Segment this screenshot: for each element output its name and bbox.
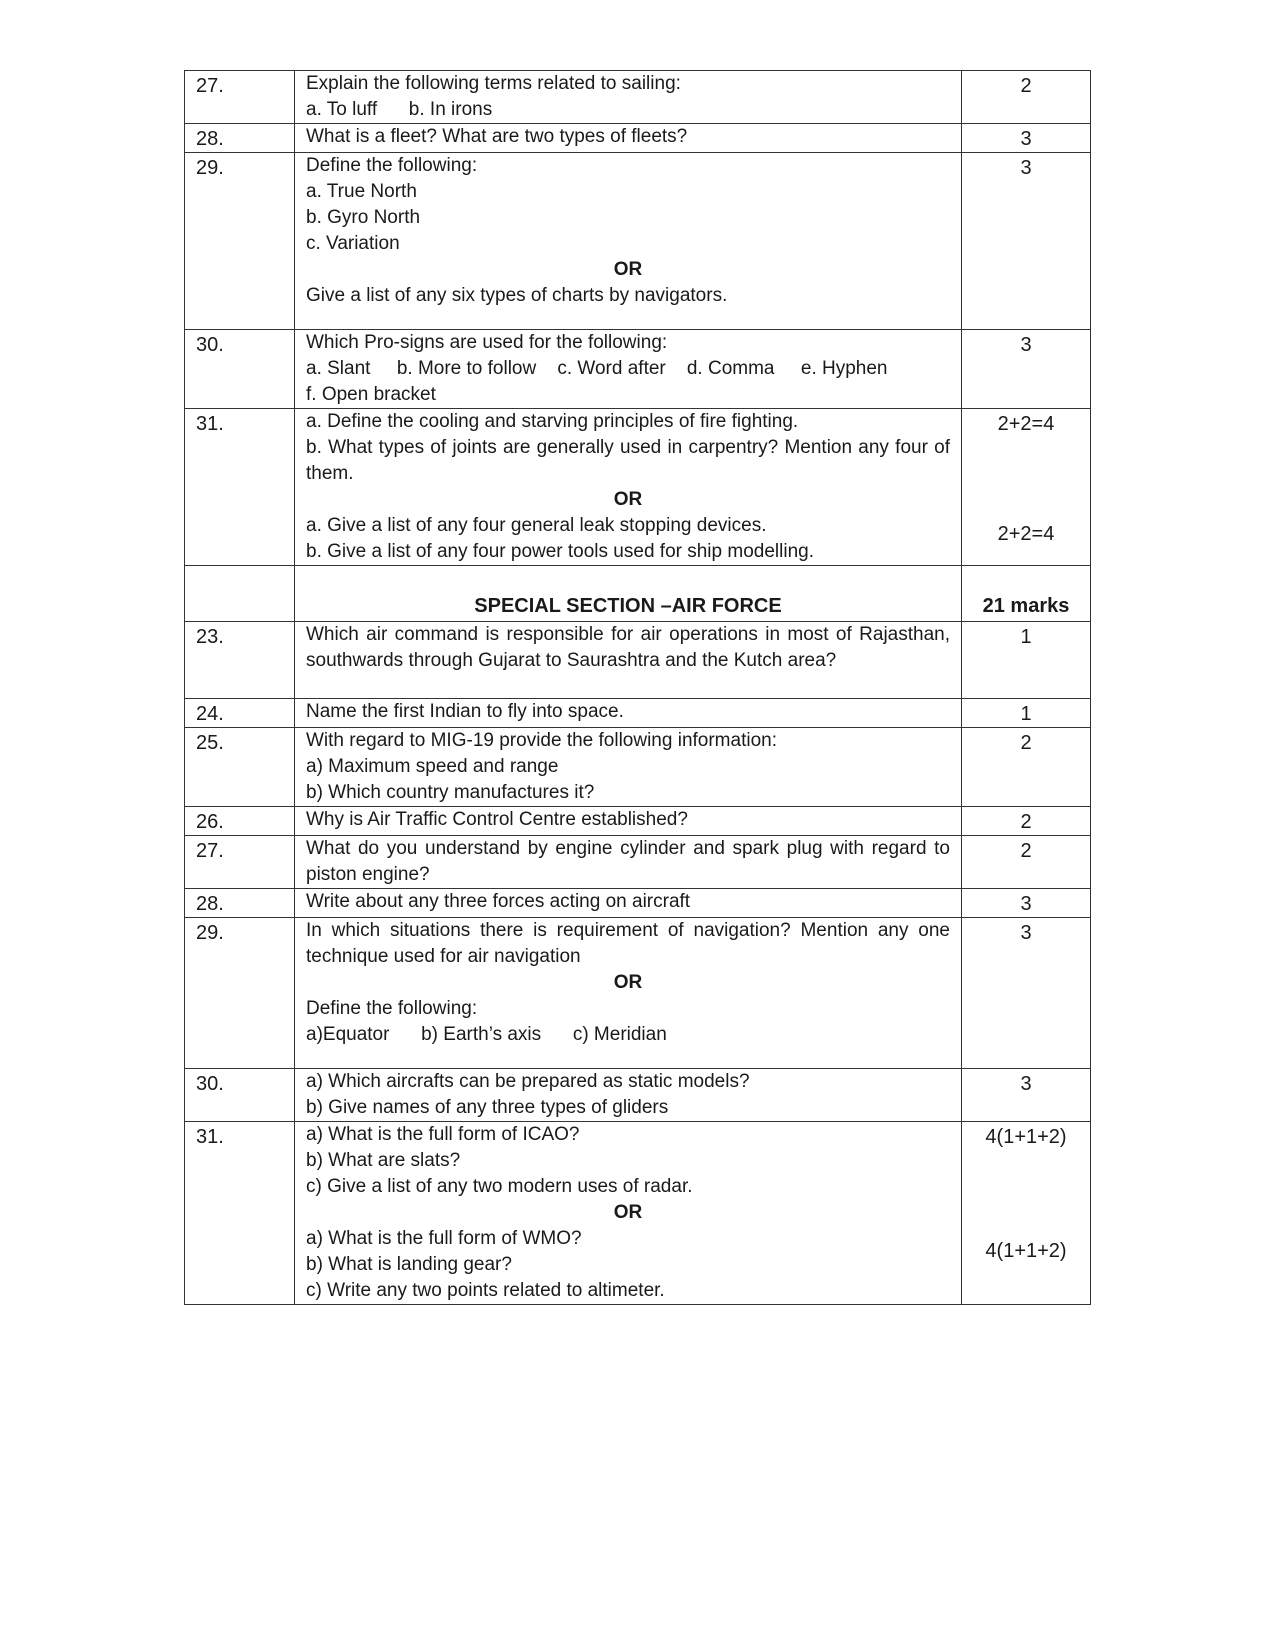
question-number: 29. — [185, 918, 295, 1069]
or-label: OR — [613, 489, 643, 510]
question-number: 28. — [185, 889, 295, 918]
question-number: 24. — [185, 699, 295, 728]
question-text: a) Which aircrafts can be prepared as static models? b) Give names of any three types of gliders — [295, 1069, 962, 1122]
section-header-row — [185, 566, 1091, 622]
table-row — [185, 807, 1091, 836]
question-text: What is a fleet? What are two types of fleets? — [295, 124, 962, 153]
marks: 2+2=4 2+2=4 — [962, 409, 1091, 566]
marks: 3 — [962, 124, 1091, 153]
marks: 1 — [962, 622, 1091, 699]
question-text: Name the first Indian to fly into space. — [295, 699, 962, 728]
table-row — [185, 836, 1091, 889]
table-row — [185, 889, 1091, 918]
question-text: Explain the following terms related to sailing: a. To luff b. In irons — [295, 71, 962, 124]
table-row — [185, 728, 1091, 807]
marks: 1 — [962, 699, 1091, 728]
marks: 2 — [962, 807, 1091, 836]
question-number: 31. — [185, 409, 295, 566]
question-text: What do you understand by engine cylinder and spark plug with regard to piston engine? — [295, 836, 962, 889]
table-row — [185, 153, 1091, 330]
or-label: OR — [613, 259, 643, 280]
marks: 3 — [962, 153, 1091, 330]
marks: 3 — [962, 330, 1091, 409]
question-text: Define the following: a. True North b. Gyro North c. Variation OR Give a list of any six types of charts by navigators. — [295, 153, 962, 330]
marks: 3 — [962, 918, 1091, 1069]
question-number: 30. — [185, 330, 295, 409]
table-row — [185, 918, 1091, 1069]
section-marks: 21 marks — [962, 566, 1091, 622]
table-row — [185, 699, 1091, 728]
question-number: 26. — [185, 807, 295, 836]
marks: 3 — [962, 1069, 1091, 1122]
or-label: OR — [613, 1202, 643, 1223]
table-row — [185, 1069, 1091, 1122]
question-text: a. Define the cooling and starving principles of fire fighting. b. What types of joints are generally used in carpentry? Mention any four of them. OR a. Give a list of any four general leak stopping devices. b. Give a list of any four power tools used for ship modelling. — [295, 409, 962, 566]
question-number: 25. — [185, 728, 295, 807]
question-number: 27. — [185, 836, 295, 889]
question-table — [184, 70, 1091, 1305]
marks: 2 — [962, 836, 1091, 889]
question-text: Which air command is responsible for air operations in most of Rajasthan, southwards through Gujarat to Saurashtra and the Kutch area? — [295, 622, 962, 699]
table-row — [185, 409, 1091, 566]
question-text: In which situations there is requirement of navigation? Mention any one technique used for air navigation OR Define the following: a)Equator b) Earth’s axis c) Meridian — [295, 918, 962, 1069]
question-text: Which Pro-signs are used for the following: a. Slant b. More to follow c. Word after d. Comma e. Hyphen f. Open bracket — [295, 330, 962, 409]
question-number: 23. — [185, 622, 295, 699]
question-text: With regard to MIG-19 provide the following information: a) Maximum speed and range b) Which country manufactures it? — [295, 728, 962, 807]
question-number: 29. — [185, 153, 295, 330]
table-row — [185, 330, 1091, 409]
section-title: SPECIAL SECTION –AIR FORCE — [474, 595, 782, 617]
question-text: a) What is the full form of ICAO? b) What are slats? c) Give a list of any two modern uses of radar. OR a) What is the full form of WMO? b) What is landing gear? c) Write any two points related to altimeter. — [295, 1122, 962, 1305]
question-number: 31. — [185, 1122, 295, 1305]
marks: 3 — [962, 889, 1091, 918]
table-row — [185, 622, 1091, 699]
question-number: 28. — [185, 124, 295, 153]
table-row — [185, 1122, 1091, 1305]
marks: 2 — [962, 71, 1091, 124]
marks: 2 — [962, 728, 1091, 807]
table-row — [185, 124, 1091, 153]
question-text: Why is Air Traffic Control Centre established? — [295, 807, 962, 836]
question-text: Write about any three forces acting on aircraft — [295, 889, 962, 918]
table-row — [185, 71, 1091, 124]
question-number: 30. — [185, 1069, 295, 1122]
question-number: 27. — [185, 71, 295, 124]
or-label: OR — [613, 972, 643, 993]
marks: 4(1+1+2) 4(1+1+2) — [962, 1122, 1091, 1305]
